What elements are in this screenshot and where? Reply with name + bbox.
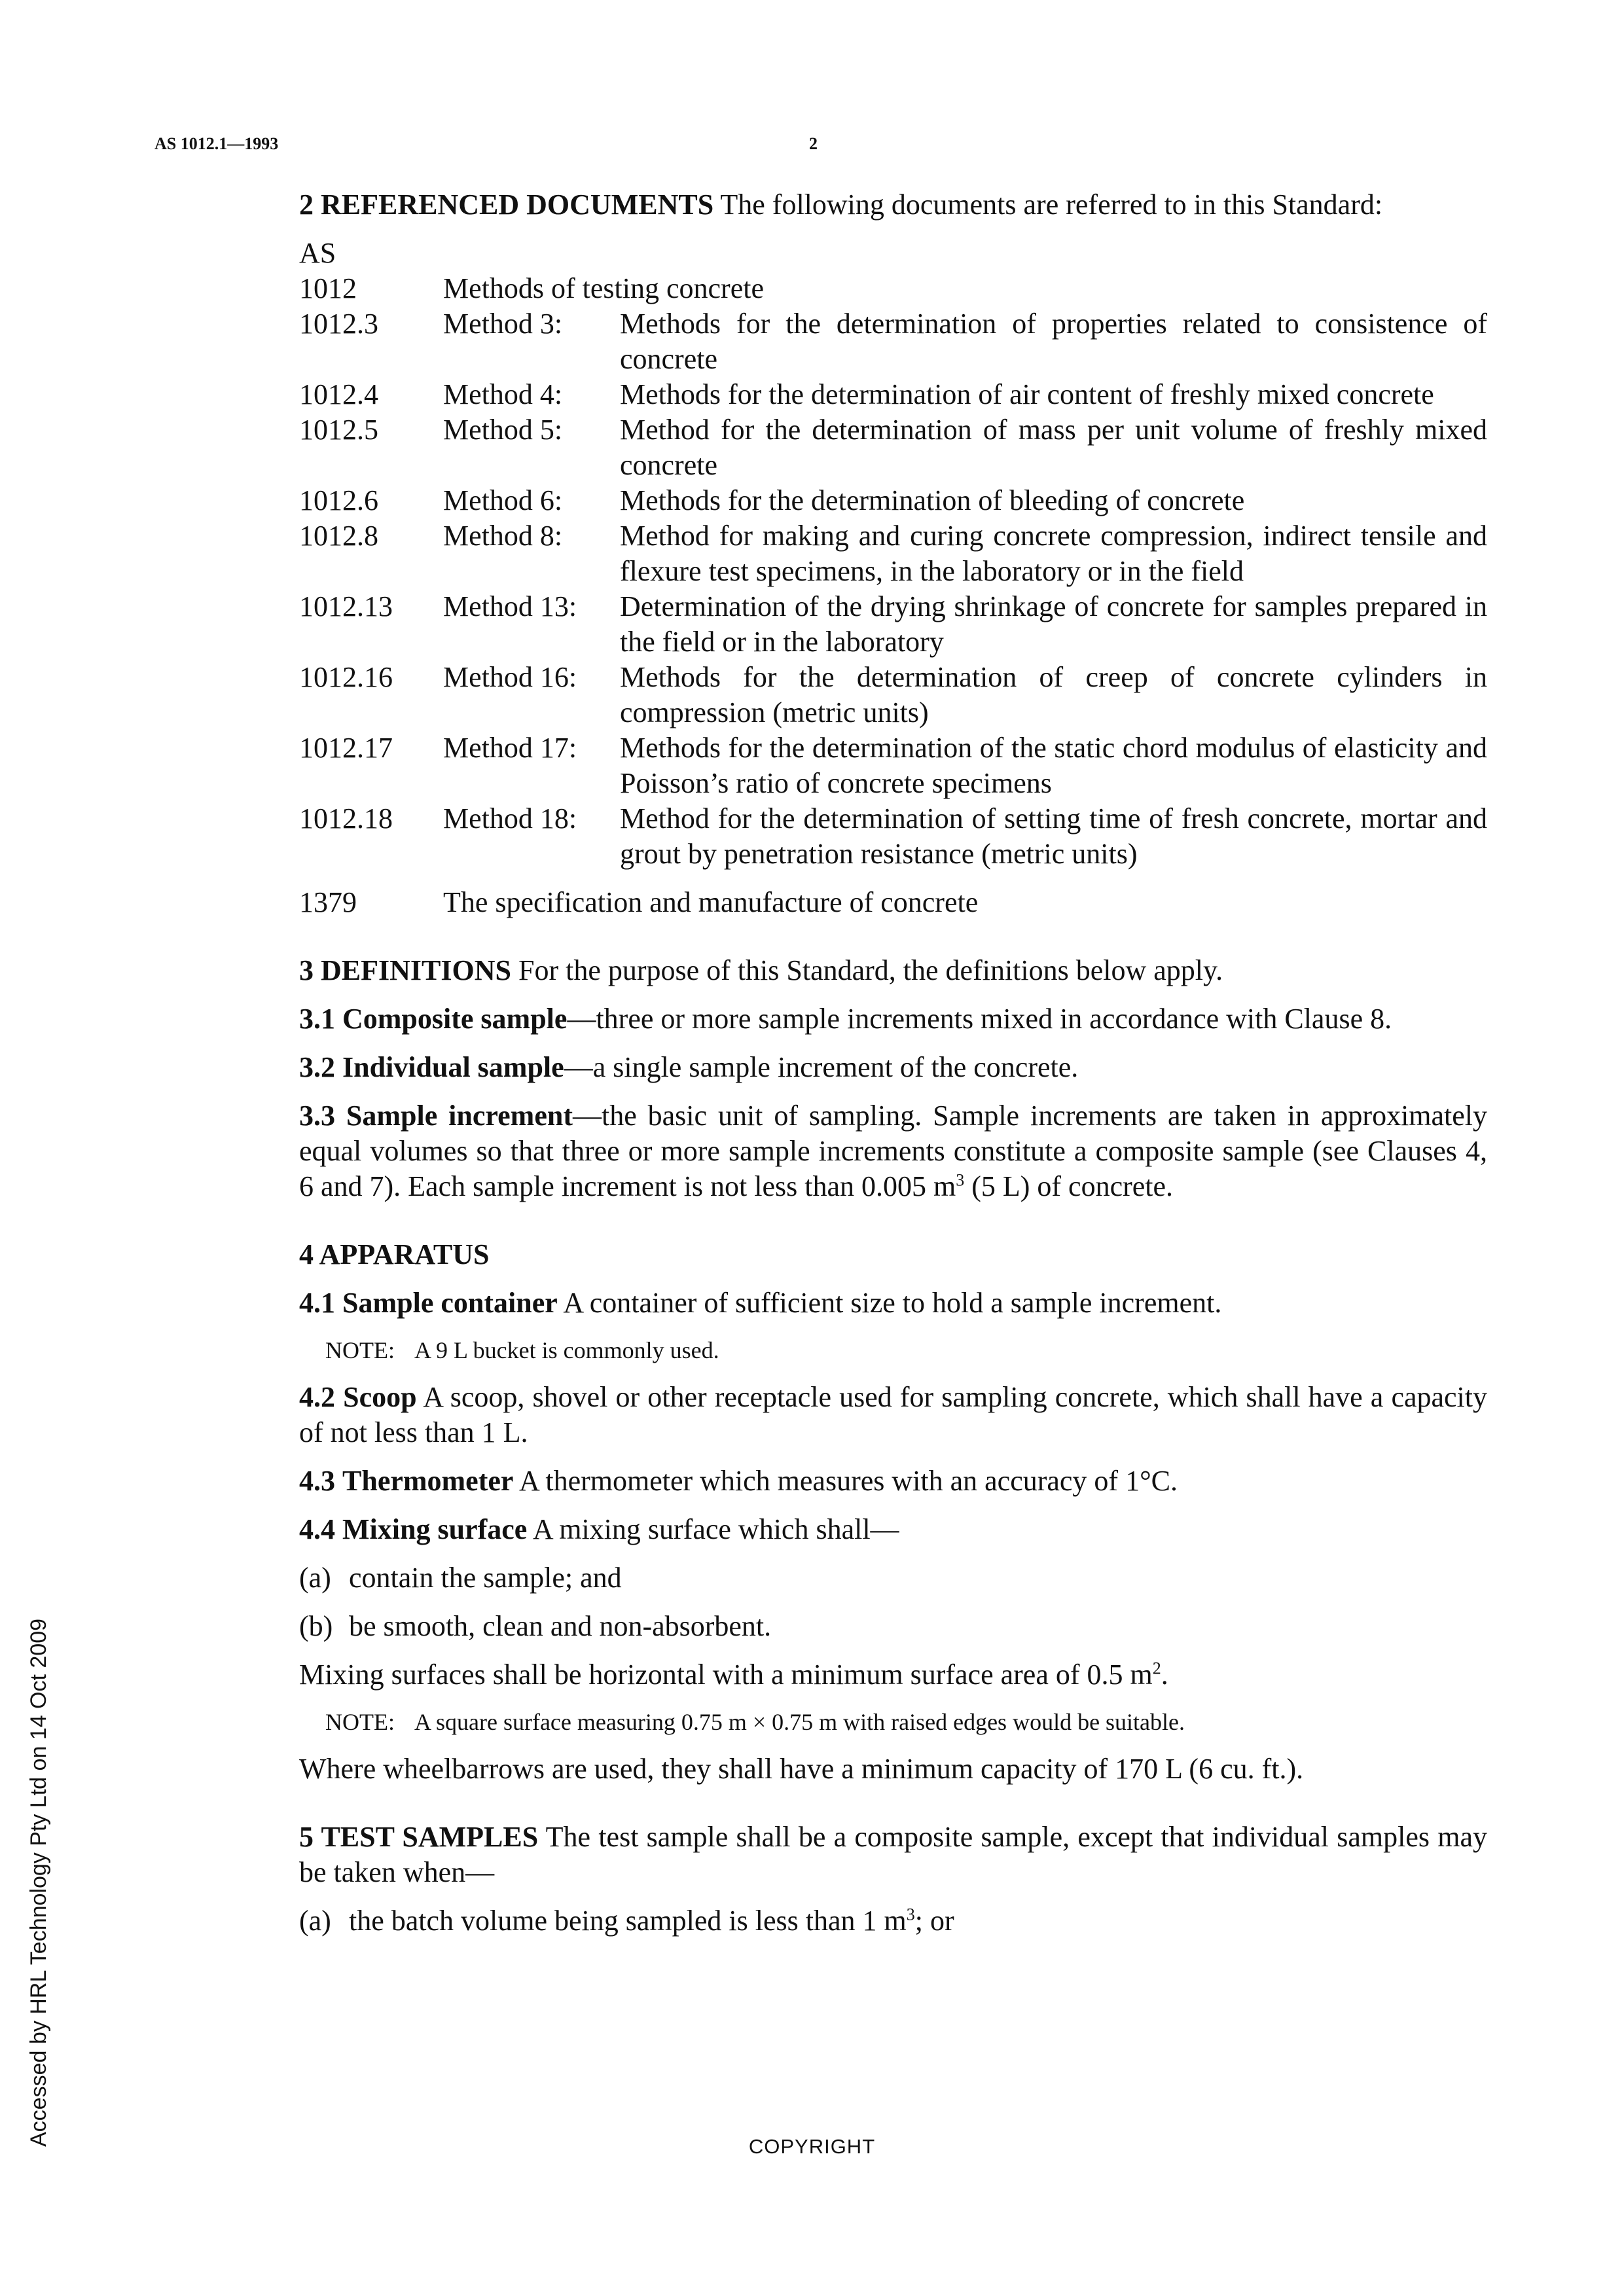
ref-row [299, 271, 1487, 306]
clause-number: 4.1 [299, 1287, 335, 1319]
ref-title: Methods for the determination of the static chord modulus of elasticity and Poisson’s ratio of concrete specimens [620, 732, 1487, 799]
section-5-text: The test sample shall be a composite sample, except that individual samples may be taken when— [299, 1821, 1487, 1888]
ref-number: 1012.17 [299, 732, 393, 764]
list-item-text: contain the sample; and [349, 1562, 622, 1594]
ref-row [299, 518, 1487, 589]
clause-text: A mixing surface which shall— [532, 1513, 899, 1545]
ref-row [299, 306, 1487, 377]
superscript: 3 [956, 1170, 965, 1190]
definition-term: Composite sample [342, 1003, 568, 1035]
clause-term: Mixing surface [342, 1513, 528, 1545]
ref-title: The specification and manufacture of concrete [443, 886, 979, 918]
ref-title: Method for the determination of mass per unit volume of freshly mixed concrete [620, 414, 1487, 481]
ref-method: Method 6: [443, 484, 563, 516]
ref-row [299, 885, 1487, 920]
ref-method: Method 4: [443, 378, 563, 410]
note-bucket [299, 1334, 1487, 1367]
section-3-heading: 3 DEFINITIONS [299, 954, 511, 986]
list-item-text-end: ; or [914, 1905, 954, 1937]
clause-number: 3.1 [299, 1003, 335, 1035]
requirement-text: Mixing surfaces shall be horizontal with a minimum surface area of 0.5 m [299, 1659, 1153, 1691]
clause-term: Scoop [343, 1381, 417, 1413]
ref-row [299, 377, 1487, 412]
definition-text: —a single sample increment of the concrete. [564, 1051, 1079, 1083]
section-4-heading: 4 APPARATUS [299, 1238, 490, 1270]
list-item-text: be smooth, clean and non-absorbent. [349, 1610, 772, 1642]
copyright-footer: COPYRIGHT [748, 2135, 876, 2158]
note-text: A square surface measuring 0.75 m × 0.75 m with raised edges would be suitable. [414, 1709, 1185, 1735]
section-2-text: The following documents are referred to in this Standard: [720, 188, 1383, 221]
clause-term: Thermometer [342, 1465, 514, 1497]
ref-title: Methods for the determination of properties related to consistence of concrete [620, 308, 1487, 375]
ref-title: Method for the determination of setting time of fresh concrete, mortar and grout by penetration resistance (metric units) [620, 802, 1487, 870]
clause-number: 3.2 [299, 1051, 335, 1083]
ref-number: 1012.8 [299, 520, 378, 552]
definition-sample-increment [299, 1098, 1487, 1204]
ref-title: Determination of the drying shrinkage of concrete for samples prepared in the field or in the laboratory [620, 590, 1487, 658]
clause-mixing-surface [299, 1512, 1487, 1547]
ref-number: 1012.3 [299, 308, 378, 340]
ref-method: Method 8: [443, 520, 563, 552]
clause-text: A container of sufficient size to hold a sample increment. [563, 1287, 1222, 1319]
list-item-text-start: the batch volume being sampled is less than 1 m [349, 1905, 907, 1937]
definition-individual-sample [299, 1050, 1487, 1085]
wheelbarrow-requirement: Where wheelbarrows are used, they shall have a minimum capacity of 170 L (6 cu. ft.). [299, 1753, 1304, 1785]
ref-method: Method 13: [443, 590, 577, 622]
note-label: NOTE: [325, 1337, 395, 1363]
list-item [299, 1903, 1487, 1939]
note-text: A 9 L bucket is commonly used. [414, 1337, 719, 1363]
ref-number: 1012 [299, 272, 357, 304]
clause-number: 3.3 [299, 1100, 335, 1132]
ref-number: 1012.4 [299, 378, 378, 410]
section-2-intro [299, 187, 1487, 223]
ref-title: Method for making and curing concrete compression, indirect tensile and flexure test specimens, in the laboratory or in the field [620, 520, 1487, 587]
ref-row [299, 801, 1487, 872]
superscript: 2 [1152, 1659, 1161, 1678]
ref-number: 1379 [299, 886, 357, 918]
ref-title: Methods for the determination of air content of freshly mixed concrete [620, 378, 1434, 410]
superscript: 3 [906, 1905, 915, 1924]
list-item-label: (a) [299, 1562, 331, 1594]
section-3-text: For the purpose of this Standard, the definitions below apply. [518, 954, 1223, 986]
note-square-surface [299, 1706, 1487, 1738]
as-label: AS [299, 237, 336, 269]
definition-text-end: (5 L) of concrete. [964, 1170, 1174, 1202]
list-item-label: (b) [299, 1610, 333, 1642]
page-number: 2 [809, 134, 818, 153]
clause-text: A thermometer which measures with an accuracy of 1°C. [519, 1465, 1178, 1497]
access-watermark: Accessed by HRL Technology Pty Ltd on 14 Oct 2009 [26, 1618, 51, 2147]
ref-row [299, 483, 1487, 518]
list-item-text [349, 1903, 954, 1939]
ref-method: Method 3: [443, 308, 563, 340]
clause-scoop [299, 1380, 1487, 1450]
clause-term: Sample container [342, 1287, 558, 1319]
mixing-surface-requirement [299, 1657, 1487, 1693]
section-3-intro [299, 953, 1487, 988]
ref-number: 1012.18 [299, 802, 393, 834]
definition-composite-sample [299, 1001, 1487, 1037]
ref-row [299, 660, 1487, 730]
ref-title: Methods for the determination of bleeding of concrete [620, 484, 1245, 516]
definition-text: —the basic unit of sampling. Sample increments are taken in approximately equal volumes so that three or more sample increments constitute a composite sample (see Clauses 4, 6 and 7). Each sample increment is not less than 0.005 m [299, 1100, 1488, 1202]
standard-designation: AS 1012.1—1993 [154, 134, 279, 153]
definition-term: Individual sample [342, 1051, 564, 1083]
ref-row [299, 730, 1487, 801]
ref-method: Method 5: [443, 414, 563, 446]
clause-text: A scoop, shovel or other receptacle used for sampling concrete, which shall have a capacity of not less than 1 L. [299, 1381, 1488, 1448]
note-label: NOTE: [325, 1709, 395, 1735]
referenced-documents-list [299, 271, 1487, 920]
ref-number: 1012.6 [299, 484, 378, 516]
clause-sample-container [299, 1285, 1487, 1321]
ref-row [299, 589, 1487, 660]
ref-method: Method 16: [443, 661, 577, 693]
list-item-label: (a) [299, 1905, 331, 1937]
ref-method: Method 17: [443, 732, 577, 764]
definition-text: —three or more sample increments mixed in accordance with Clause 8. [567, 1003, 1392, 1035]
ref-title: Methods of testing concrete [443, 272, 764, 304]
list-item [299, 1560, 1487, 1596]
requirement-text-end: . [1161, 1659, 1168, 1691]
section-5-heading: 5 TEST SAMPLES [299, 1821, 539, 1853]
ref-number: 1012.13 [299, 590, 393, 622]
ref-number: 1012.5 [299, 414, 378, 446]
clause-number: 4.2 [299, 1381, 335, 1413]
definition-term: Sample increment [346, 1100, 573, 1132]
section-2-heading: 2 REFERENCED DOCUMENTS [299, 188, 714, 221]
clause-number: 4.3 [299, 1465, 335, 1497]
ref-row [299, 412, 1487, 483]
clause-thermometer [299, 1463, 1487, 1499]
page-body [299, 187, 1487, 1952]
list-item [299, 1609, 1487, 1644]
ref-number: 1012.16 [299, 661, 393, 693]
ref-method: Method 18: [443, 802, 577, 834]
clause-number: 4.4 [299, 1513, 335, 1545]
ref-title: Methods for the determination of creep of concrete cylinders in compression (metric units) [620, 661, 1487, 728]
section-5-intro [299, 1820, 1487, 1890]
